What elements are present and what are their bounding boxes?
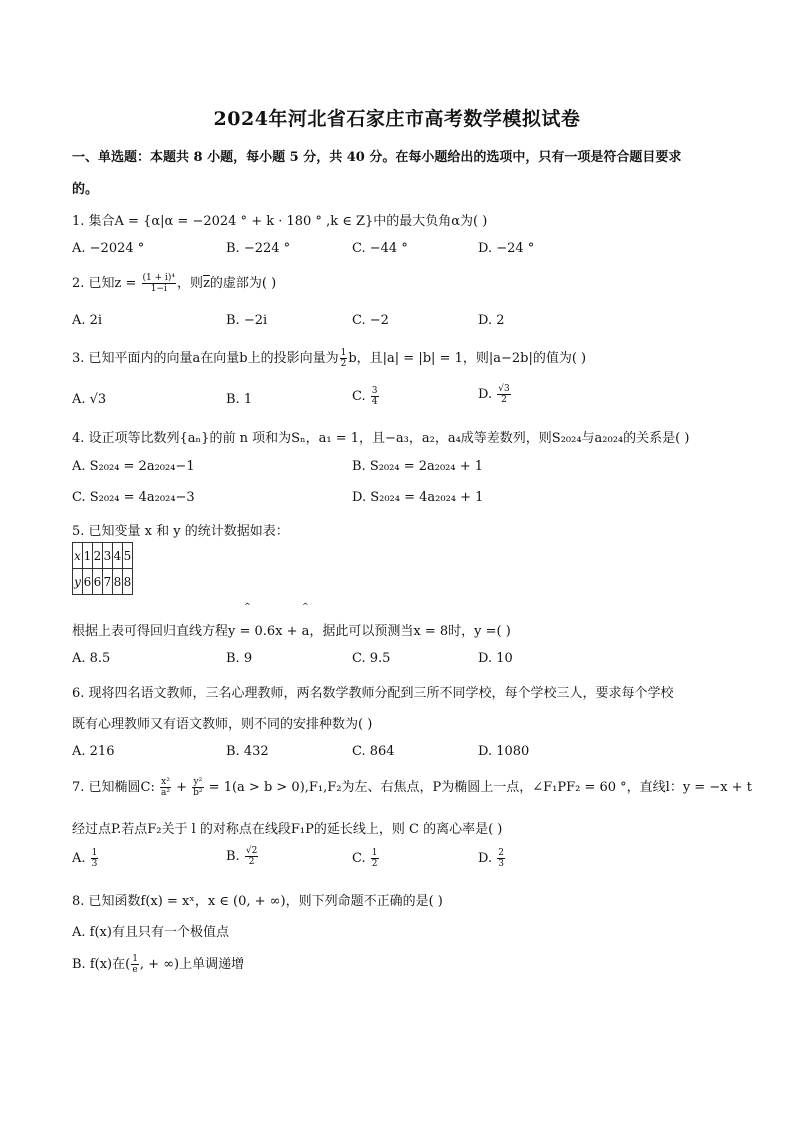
q8-option-a: A. f(x)有且只有一个极值点 (72, 925, 229, 940)
q6-option-d: D. 1080 (478, 744, 530, 759)
q3-half-fraction: $\frac{1}{2}$ (340, 348, 347, 369)
q2-option-a: A. 2i (72, 313, 103, 328)
q5-option-b: B. 9 (226, 651, 253, 666)
question-2-stem: 2. 已知z = $\frac{\text{(1 + i)⁴}}{1-i}$ ，则$\overline{z}$的虚部为( ) (72, 273, 277, 294)
q4-option-d: D. S₂₀₂₄ = 4a₂₀₂₄ + 1 (352, 490, 484, 505)
q3-option-d: D. $\frac{√3}{2}$ (478, 384, 510, 405)
q5-option-a: A. 8.5 (72, 651, 111, 666)
q2-option-b: B. −2i (226, 313, 268, 328)
statistics-table (72, 542, 133, 595)
question-5-stem: 5. 已知变量 x 和 y 的统计数据如表： (72, 524, 289, 539)
question-3-stem: 3. 已知平面内的向量a在向量b上的投影向量为 $\frac{1}{2}$ b，且|a| = |b| = 1，则|a−2b|的值为( ) (72, 348, 587, 369)
q4-option-c: C. S₂₀₂₄ = 4a₂₀₂₄−3 (72, 490, 195, 505)
q7-option-d: D. $\frac{2}{3}$ (478, 848, 504, 869)
q5-option-c: C. 9.5 (352, 651, 391, 666)
q4-option-b: B. S₂₀₂₄ = 2a₂₀₂₄ + 1 (352, 459, 484, 474)
q1-option-a: A. −2024 ° (72, 241, 145, 256)
page-title: 2024年河北省石家庄市高考数学模拟试卷 (213, 108, 581, 130)
table-row: x 1 2 3 4 5 (73, 543, 133, 569)
q6-option-b: B. 432 (226, 744, 269, 759)
question-8-stem: 8. 已知函数f(x) = xˣ，x ∈ (0, + ∞)，则下列命题不正确的是( ) (72, 894, 443, 909)
q3-option-a: A. √3 (72, 392, 107, 407)
question-6-line2: 既有心理教师又有语文教师，则不同的安排种数为( ) (72, 717, 373, 732)
section-header-line2: 的。 (72, 182, 99, 197)
q1-option-c: C. −44 ° (352, 241, 408, 256)
q3-option-c: C. $\frac{3}{4}$ (352, 386, 378, 407)
question-7-line1: 7. 已知椭圆C: $\frac{\text{x²}}{\text{a²}}$ + $\frac{\text{y²}}{\text{b²}}$ = 1(a > b > 0),F₁,F₂为左、右焦点，P为椭圆上一点，∠F₁PF₂ = 60 °，直线l：y = −x + t (72, 777, 752, 798)
q2-fraction: $\frac{\text{(1 + i)⁴}}{1-i}$ (142, 273, 176, 294)
q2-option-c: C. −2 (352, 313, 389, 328)
q1-option-b: B. −224 ° (226, 241, 291, 256)
question-4-stem: 4. 设正项等比数列{aₙ}的前 n 项和为Sₙ，a₁ = 1，且−a₃，a₂，a₄成等差数列，则S₂₀₂₄与a₂₀₂₄的关系是( ) (72, 431, 690, 446)
hat-mark: ^ (244, 602, 251, 611)
question-7-line2: 经过点P.若点F₂关于 l 的对称点在线段F₁P的延长线上，则 C 的离心率是( ) (72, 822, 503, 837)
hat-mark: ^ (302, 602, 309, 611)
question-5-stem-2: 根据上表可得回归直线方程y = 0.6x + a，据此可以预测当x = 8时，y =( ) (72, 624, 511, 639)
question-6-line1: 6. 现将四名语文教师，三名心理教师，两名数学教师分配到三所不同学校，每个学校三人，要求每个学校 (72, 686, 674, 701)
q6-option-a: A. 216 (72, 744, 115, 759)
q6-option-c: C. 864 (352, 744, 395, 759)
q2-prefix: 2. 已知z = (72, 276, 141, 291)
q2-option-d: D. 2 (478, 313, 505, 328)
q4-option-a: A. S₂₀₂₄ = 2a₂₀₂₄−1 (72, 459, 195, 474)
q7-option-b: B. $\frac{√2}{2}$ (226, 846, 258, 867)
table-row: y 6 6 7 8 8 (73, 569, 133, 595)
q1-option-d: D. −24 ° (478, 241, 535, 256)
section-header-line1: 一、单选题：本题共 8 小题，每小题 5 分，共 40 分。在每小题给出的选项中，只有一项是符合题目要求 (72, 150, 682, 165)
q8-option-b: B. f(x)在( $\frac{1}{e}$ , + ∞)上单调递增 (72, 954, 245, 975)
question-1-stem: 1. 集合A = {α|α = −2024 ° + k · 180 ° ,k ∈ Z}中的最大负角α为( ) (72, 214, 488, 229)
q7-option-c: C. $\frac{1}{2}$ (352, 848, 378, 869)
q5-option-d: D. 10 (478, 651, 513, 666)
q3-option-b: B. 1 (226, 392, 253, 407)
z-conjugate: $\overline{z}$ (203, 276, 210, 291)
q7-option-a: A. $\frac{1}{3}$ (72, 848, 98, 869)
